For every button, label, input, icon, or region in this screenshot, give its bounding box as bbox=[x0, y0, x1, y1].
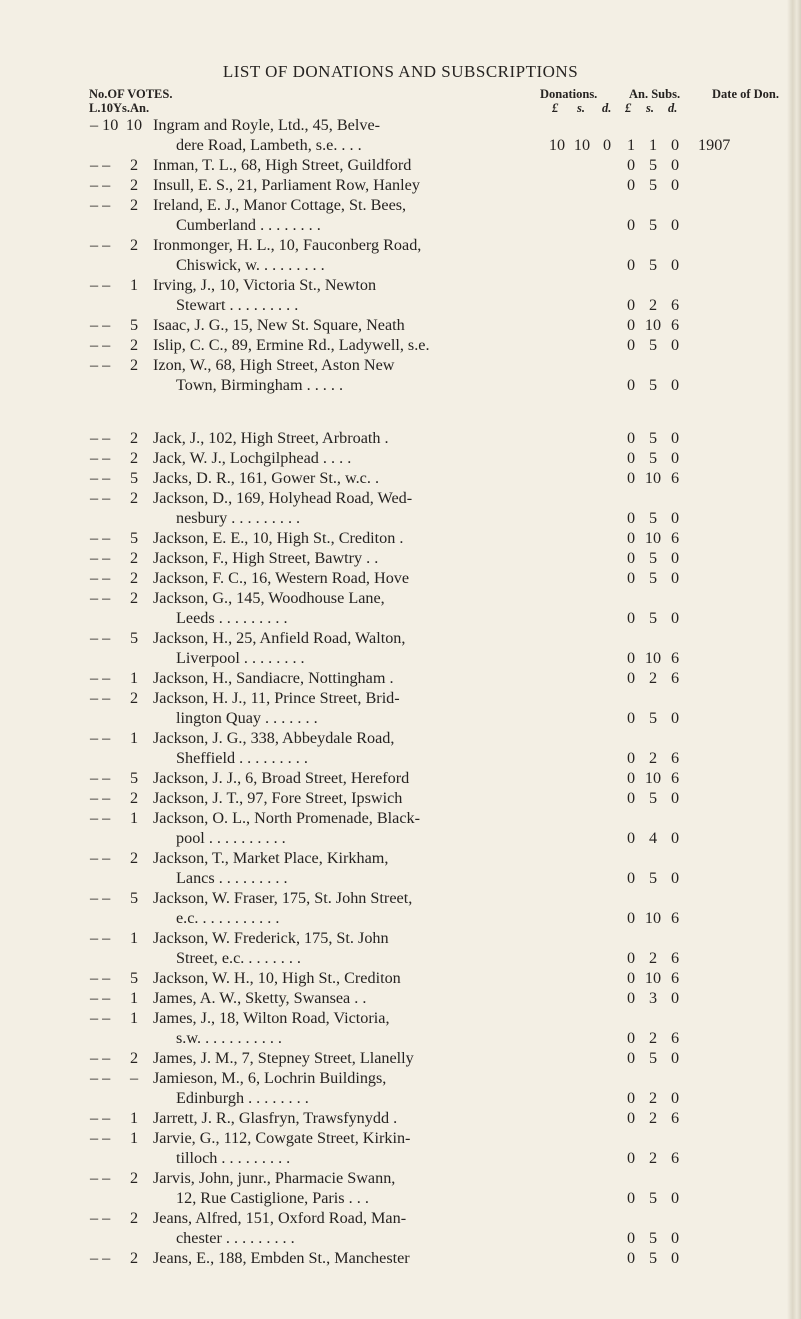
donor-name: Jacks, D. R., 161, Gower St., w.c. . bbox=[153, 469, 379, 487]
subscription-pounds: 0 bbox=[626, 429, 636, 447]
subscription-pounds: 0 bbox=[626, 1089, 636, 1107]
life-votes: – – bbox=[90, 789, 111, 807]
vote-count: 1 bbox=[129, 1129, 139, 1147]
donor-address-continued: chester . . . . . . . . . bbox=[176, 1229, 295, 1247]
subscription-shillings: 5 bbox=[648, 1189, 658, 1207]
subscription-shillings: 5 bbox=[648, 1049, 658, 1067]
list-item bbox=[0, 569, 801, 589]
subscription-pounds: 0 bbox=[626, 316, 636, 334]
life-votes: – – bbox=[90, 809, 111, 827]
life-votes: – – bbox=[90, 1249, 111, 1267]
subscription-pence: 0 bbox=[670, 176, 680, 194]
subscription-pence: 0 bbox=[670, 429, 680, 447]
list-item bbox=[0, 489, 801, 529]
life-votes: – – bbox=[90, 1169, 111, 1187]
subscription-pence: 0 bbox=[670, 216, 680, 234]
subscription-pounds: 0 bbox=[626, 669, 636, 687]
subscription-shillings: 5 bbox=[648, 1229, 658, 1247]
donation-list bbox=[0, 116, 801, 1269]
donor-name: Jackson, F. C., 16, Western Road, Hove bbox=[153, 569, 410, 587]
unit-shillings: s. bbox=[646, 101, 654, 115]
life-votes: – – bbox=[90, 356, 111, 374]
subscription-pence: 6 bbox=[670, 1109, 680, 1127]
life-votes: – – bbox=[90, 176, 111, 194]
donor-name: Jeans, E., 188, Embden St., Manchester bbox=[153, 1249, 410, 1267]
vote-count: 2 bbox=[129, 156, 139, 174]
vote-count: 1 bbox=[129, 276, 139, 294]
vote-count: 2 bbox=[129, 356, 139, 374]
subscription-pence: 6 bbox=[670, 296, 680, 314]
vote-count: 2 bbox=[129, 449, 139, 467]
donor-address-continued: Edinburgh . . . . . . . . bbox=[176, 1089, 309, 1107]
subscription-shillings: 10 bbox=[644, 769, 662, 787]
subscription-shillings: 2 bbox=[648, 669, 658, 687]
subscription-pence: 0 bbox=[670, 829, 680, 847]
life-votes: – – bbox=[90, 1009, 111, 1027]
list-item bbox=[0, 1009, 801, 1049]
vote-count: 5 bbox=[129, 889, 139, 907]
list-item bbox=[0, 689, 801, 729]
list-item bbox=[0, 1169, 801, 1209]
donor-address-continued: Sheffield . . . . . . . . . bbox=[176, 749, 308, 767]
life-votes: – – bbox=[90, 1109, 111, 1127]
subscription-shillings: 5 bbox=[648, 449, 658, 467]
list-item bbox=[0, 589, 801, 629]
subscription-pounds: 0 bbox=[626, 376, 636, 394]
list-item bbox=[0, 336, 801, 356]
subscription-pounds: 0 bbox=[626, 1109, 636, 1127]
donor-name: Jackson, H. J., 11, Prince Street, Brid- bbox=[153, 689, 400, 707]
donor-name: Jamieson, M., 6, Lochrin Buildings, bbox=[153, 1069, 387, 1087]
vote-count: 2 bbox=[129, 336, 139, 354]
subscription-shillings: 5 bbox=[648, 216, 658, 234]
donation-pounds: 10 bbox=[548, 136, 566, 154]
vote-count: – bbox=[129, 1069, 139, 1087]
subscription-pence: 0 bbox=[670, 1229, 680, 1247]
list-item bbox=[0, 276, 801, 316]
donor-name: Jackson, H., 25, Anfield Road, Walton, bbox=[153, 629, 406, 647]
header-donations: Donations. bbox=[540, 87, 598, 101]
life-votes: – 10 bbox=[90, 116, 119, 134]
donation-shillings: 10 bbox=[573, 136, 591, 154]
list-item bbox=[0, 669, 801, 689]
donor-name: James, A. W., Sketty, Swansea . . bbox=[153, 989, 367, 1007]
donor-name: Jackson, W. Frederick, 175, St. John bbox=[153, 929, 389, 947]
subscription-pence: 0 bbox=[670, 256, 680, 274]
donor-name: Jackson, W. H., 10, High St., Crediton bbox=[153, 969, 401, 987]
life-votes: – – bbox=[90, 1209, 111, 1227]
donor-address-continued: Town, Birmingham . . . . . bbox=[176, 376, 344, 394]
subscription-pence: 0 bbox=[670, 1089, 680, 1107]
subscription-shillings: 2 bbox=[648, 749, 658, 767]
subscription-shillings: 5 bbox=[648, 156, 658, 174]
list-item bbox=[0, 849, 801, 889]
list-item bbox=[0, 989, 801, 1009]
life-votes: – – bbox=[90, 316, 111, 334]
donor-address-continued: Leeds . . . . . . . . . bbox=[176, 609, 288, 627]
subscription-pounds: 0 bbox=[626, 216, 636, 234]
donor-name: Jeans, Alfred, 151, Oxford Road, Man- bbox=[153, 1209, 407, 1227]
subscription-pence: 0 bbox=[670, 156, 680, 174]
subscription-shillings: 10 bbox=[644, 969, 662, 987]
donor-address-continued: Cumberland . . . . . . . . bbox=[176, 216, 321, 234]
subscription-pounds: 0 bbox=[626, 509, 636, 527]
subscription-pence: 6 bbox=[670, 469, 680, 487]
vote-count: 2 bbox=[129, 689, 139, 707]
donor-name: James, J. M., 7, Stepney Street, Llanelly bbox=[153, 1049, 414, 1067]
donor-name: Jarvis, John, junr., Pharmacie Swann, bbox=[153, 1169, 396, 1187]
subscription-pence: 6 bbox=[670, 749, 680, 767]
life-votes: – – bbox=[90, 236, 111, 254]
donor-name: Ingram and Royle, Ltd., 45, Belve- bbox=[153, 116, 381, 134]
donor-name: Jackson, F., High Street, Bawtry . . bbox=[153, 549, 379, 567]
vote-count: 5 bbox=[129, 969, 139, 987]
donor-address-continued: e.c. . . . . . . . . . . bbox=[176, 909, 280, 927]
life-votes: – – bbox=[90, 449, 111, 467]
life-votes: – – bbox=[90, 1129, 111, 1147]
donor-name: Inman, T. L., 68, High Street, Guildford bbox=[153, 156, 412, 174]
donor-name: Jarvie, G., 112, Cowgate Street, Kirkin- bbox=[153, 1129, 411, 1147]
subscription-pounds: 0 bbox=[626, 1049, 636, 1067]
subscription-pence: 0 bbox=[670, 549, 680, 567]
subscription-shillings: 2 bbox=[648, 1109, 658, 1127]
donor-name: Jackson, E. E., 10, High St., Crediton . bbox=[153, 529, 404, 547]
donor-address-continued: pool . . . . . . . . . . bbox=[176, 829, 286, 847]
donor-name: Jackson, G., 145, Woodhouse Lane, bbox=[153, 589, 385, 607]
subscription-pounds: 0 bbox=[626, 1229, 636, 1247]
list-item bbox=[0, 629, 801, 669]
donor-name: James, J., 18, Wilton Road, Victoria, bbox=[153, 1009, 390, 1027]
subscription-shillings: 2 bbox=[648, 1149, 658, 1167]
donor-address-continued: Stewart . . . . . . . . . bbox=[176, 296, 299, 314]
subscription-pounds: 0 bbox=[626, 1189, 636, 1207]
donor-address-continued: dere Road, Lambeth, s.e. . . . bbox=[176, 136, 362, 154]
life-votes: – – bbox=[90, 989, 111, 1007]
donor-name: Jackson, J. T., 97, Fore Street, Ipswich bbox=[153, 789, 403, 807]
donor-name: Jackson, H., Sandiacre, Nottingham . bbox=[153, 669, 394, 687]
unit-pence: d. bbox=[602, 101, 612, 115]
subscription-pence: 6 bbox=[670, 649, 680, 667]
list-item bbox=[0, 969, 801, 989]
life-votes: – – bbox=[90, 929, 111, 947]
subscription-shillings: 10 bbox=[644, 469, 662, 487]
donor-name: Jack, J., 102, High Street, Arbroath . bbox=[153, 429, 389, 447]
vote-count: 2 bbox=[129, 1169, 139, 1187]
subscription-pence: 0 bbox=[670, 1189, 680, 1207]
vote-count: 2 bbox=[129, 549, 139, 567]
subscription-pounds: 0 bbox=[626, 569, 636, 587]
vote-count: 2 bbox=[129, 176, 139, 194]
vote-count: 2 bbox=[129, 236, 139, 254]
life-votes: – – bbox=[90, 469, 111, 487]
subscription-pence: 0 bbox=[670, 569, 680, 587]
subscription-shillings: 5 bbox=[648, 429, 658, 447]
donation-pence: 0 bbox=[602, 136, 612, 154]
subscription-shillings: 5 bbox=[648, 789, 658, 807]
vote-count: 2 bbox=[129, 196, 139, 214]
vote-count: 5 bbox=[129, 629, 139, 647]
donor-name: Jackson, D., 169, Holyhead Road, Wed- bbox=[153, 489, 413, 507]
subscription-pence: 0 bbox=[670, 869, 680, 887]
donor-name: Jackson, T., Market Place, Kirkham, bbox=[153, 849, 389, 867]
header-life-votes: L.10Ys.An. bbox=[89, 101, 150, 115]
subscription-pounds: 0 bbox=[626, 969, 636, 987]
subscription-pounds: 0 bbox=[626, 469, 636, 487]
life-votes: – – bbox=[90, 969, 111, 987]
life-votes: – – bbox=[90, 889, 111, 907]
subscription-pence: 6 bbox=[670, 1029, 680, 1047]
life-votes: – – bbox=[90, 569, 111, 587]
list-item bbox=[0, 1049, 801, 1069]
subscription-pence: 0 bbox=[670, 989, 680, 1007]
subscription-shillings: 10 bbox=[644, 909, 662, 927]
subscription-pounds: 0 bbox=[626, 549, 636, 567]
list-item bbox=[0, 729, 801, 769]
donor-name: Ireland, E. J., Manor Cottage, St. Bees, bbox=[153, 196, 407, 214]
subscription-pounds: 0 bbox=[626, 1249, 636, 1267]
life-votes: – – bbox=[90, 276, 111, 294]
donor-name: Jackson, J. J., 6, Broad Street, Hereford bbox=[153, 769, 410, 787]
subscription-pence: 0 bbox=[670, 509, 680, 527]
life-votes: – – bbox=[90, 589, 111, 607]
subscription-shillings: 5 bbox=[648, 609, 658, 627]
subscription-pence: 0 bbox=[670, 376, 680, 394]
list-item bbox=[0, 469, 801, 489]
donor-name: Jackson, O. L., North Promenade, Black- bbox=[153, 809, 421, 827]
subscription-pence: 6 bbox=[670, 969, 680, 987]
life-votes: – – bbox=[90, 629, 111, 647]
subscription-pence: 0 bbox=[670, 1249, 680, 1267]
subscription-pounds: 0 bbox=[626, 1029, 636, 1047]
vote-count: 2 bbox=[129, 589, 139, 607]
subscription-shillings: 5 bbox=[648, 509, 658, 527]
donor-address-continued: Lancs . . . . . . . . . bbox=[176, 869, 288, 887]
donor-name: Jarrett, J. R., Glasfryn, Trawsfynydd . bbox=[153, 1109, 398, 1127]
life-votes: – – bbox=[90, 156, 111, 174]
donor-name: Isaac, J. G., 15, New St. Square, Neath bbox=[153, 316, 405, 334]
subscription-pence: 0 bbox=[670, 336, 680, 354]
subscription-pounds: 0 bbox=[626, 909, 636, 927]
subscription-pounds: 0 bbox=[626, 156, 636, 174]
subscription-shillings: 5 bbox=[648, 176, 658, 194]
subscription-pounds: 0 bbox=[626, 829, 636, 847]
subscription-pounds: 0 bbox=[626, 769, 636, 787]
running-head: LIST OF DONATIONS AND SUBSCRIPTIONS bbox=[222, 62, 579, 81]
subscription-pounds: 0 bbox=[626, 296, 636, 314]
subscription-shillings: 2 bbox=[648, 296, 658, 314]
subscription-pence: 0 bbox=[670, 1049, 680, 1067]
vote-count: 10 bbox=[125, 116, 143, 134]
subscription-pence: 6 bbox=[670, 669, 680, 687]
life-votes: – – bbox=[90, 549, 111, 567]
subscription-shillings: 5 bbox=[648, 569, 658, 587]
subscription-shillings: 10 bbox=[644, 529, 662, 547]
subscription-shillings: 5 bbox=[648, 549, 658, 567]
vote-count: 2 bbox=[129, 789, 139, 807]
life-votes: – – bbox=[90, 429, 111, 447]
donor-name: Ironmonger, H. L., 10, Fauconberg Road, bbox=[153, 236, 422, 254]
subscription-pounds: 0 bbox=[626, 1149, 636, 1167]
donor-address-continued: lington Quay . . . . . . . bbox=[176, 709, 318, 727]
list-item bbox=[0, 1249, 801, 1269]
vote-count: 5 bbox=[129, 769, 139, 787]
donor-name: Jackson, J. G., 338, Abbeydale Road, bbox=[153, 729, 395, 747]
list-item bbox=[0, 356, 801, 396]
life-votes: – – bbox=[90, 196, 111, 214]
vote-count: 1 bbox=[129, 1009, 139, 1027]
subscription-shillings: 2 bbox=[648, 949, 658, 967]
list-item bbox=[0, 156, 801, 176]
header-votes: No.OF VOTES. bbox=[89, 87, 173, 101]
list-item bbox=[0, 1109, 801, 1129]
list-item bbox=[0, 196, 801, 236]
subscription-pence: 6 bbox=[670, 529, 680, 547]
unit-shillings: s. bbox=[577, 101, 585, 115]
subscription-shillings: 2 bbox=[648, 1089, 658, 1107]
subscription-pence: 0 bbox=[670, 136, 680, 154]
vote-count: 2 bbox=[129, 1209, 139, 1227]
list-item bbox=[0, 316, 801, 336]
life-votes: – – bbox=[90, 689, 111, 707]
vote-count: 2 bbox=[129, 849, 139, 867]
header-date: Date of Don. bbox=[712, 87, 780, 101]
subscription-pounds: 0 bbox=[626, 256, 636, 274]
subscription-pence: 6 bbox=[670, 769, 680, 787]
unit-pounds: £ bbox=[625, 101, 632, 115]
unit-pounds: £ bbox=[552, 101, 559, 115]
donation-date: 1907 bbox=[698, 136, 731, 154]
subscription-pence: 6 bbox=[670, 1149, 680, 1167]
life-votes: – – bbox=[90, 1049, 111, 1067]
life-votes: – – bbox=[90, 669, 111, 687]
list-item bbox=[0, 809, 801, 849]
donor-name: Izon, W., 68, High Street, Aston New bbox=[153, 356, 395, 374]
subscription-shillings: 2 bbox=[648, 1029, 658, 1047]
list-item bbox=[0, 116, 801, 156]
vote-count: 5 bbox=[129, 316, 139, 334]
subscription-shillings: 5 bbox=[648, 709, 658, 727]
vote-count: 2 bbox=[129, 1049, 139, 1067]
list-item bbox=[0, 929, 801, 969]
subscription-pence: 6 bbox=[670, 316, 680, 334]
list-item bbox=[0, 889, 801, 929]
list-item bbox=[0, 549, 801, 569]
subscription-shillings: 5 bbox=[648, 869, 658, 887]
subscription-pounds: 0 bbox=[626, 709, 636, 727]
subscription-shillings: 3 bbox=[648, 989, 658, 1007]
list-item bbox=[0, 176, 801, 196]
vote-count: 1 bbox=[129, 1109, 139, 1127]
list-item bbox=[0, 769, 801, 789]
subscription-pence: 0 bbox=[670, 789, 680, 807]
vote-count: 1 bbox=[129, 669, 139, 687]
subscription-pence: 0 bbox=[670, 449, 680, 467]
donor-name: Islip, C. C., 89, Ermine Rd., Ladywell, s.e. bbox=[153, 336, 430, 354]
subscription-shillings: 4 bbox=[648, 829, 658, 847]
donor-address-continued: s.w. . . . . . . . . . . bbox=[176, 1029, 282, 1047]
vote-count: 1 bbox=[129, 989, 139, 1007]
subscription-shillings: 5 bbox=[648, 336, 658, 354]
subscription-pounds: 0 bbox=[626, 649, 636, 667]
life-votes: – – bbox=[90, 489, 111, 507]
list-item bbox=[0, 1129, 801, 1169]
list-item bbox=[0, 429, 801, 449]
life-votes: – – bbox=[90, 1069, 111, 1087]
list-item bbox=[0, 1069, 801, 1109]
vote-count: 2 bbox=[129, 429, 139, 447]
donor-name: Jackson, W. Fraser, 175, St. John Street, bbox=[153, 889, 413, 907]
donor-address-continued: Street, e.c. . . . . . . . bbox=[176, 949, 301, 967]
subscription-pounds: 0 bbox=[626, 176, 636, 194]
vote-count: 1 bbox=[129, 729, 139, 747]
subscription-pounds: 0 bbox=[626, 749, 636, 767]
vote-count: 2 bbox=[129, 569, 139, 587]
subscription-shillings: 5 bbox=[648, 376, 658, 394]
list-item bbox=[0, 1209, 801, 1249]
subscription-pounds: 0 bbox=[626, 949, 636, 967]
list-item bbox=[0, 789, 801, 809]
vote-count: 5 bbox=[129, 469, 139, 487]
subscription-shillings: 1 bbox=[648, 136, 658, 154]
donor-name: Jack, W. J., Lochgilphead . . . . bbox=[153, 449, 352, 467]
subscription-pounds: 0 bbox=[626, 869, 636, 887]
life-votes: – – bbox=[90, 849, 111, 867]
subscription-pounds: 0 bbox=[626, 609, 636, 627]
donor-address-continued: tilloch . . . . . . . . . bbox=[176, 1149, 291, 1167]
header-annual-subs: An. Subs. bbox=[629, 87, 681, 101]
subscription-shillings: 10 bbox=[644, 649, 662, 667]
list-item bbox=[0, 236, 801, 276]
vote-count: 5 bbox=[129, 529, 139, 547]
list-item bbox=[0, 449, 801, 469]
subscription-shillings: 10 bbox=[644, 316, 662, 334]
vote-count: 2 bbox=[129, 489, 139, 507]
subscription-shillings: 5 bbox=[648, 256, 658, 274]
subscription-pounds: 0 bbox=[626, 449, 636, 467]
subscription-pounds: 0 bbox=[626, 336, 636, 354]
life-votes: – – bbox=[90, 729, 111, 747]
donor-address-continued: Liverpool . . . . . . . . bbox=[176, 649, 305, 667]
life-votes: – – bbox=[90, 336, 111, 354]
vote-count: 1 bbox=[129, 809, 139, 827]
subscription-pounds: 0 bbox=[626, 529, 636, 547]
donor-name: Irving, J., 10, Victoria St., Newton bbox=[153, 276, 377, 294]
life-votes: – – bbox=[90, 529, 111, 547]
vote-count: 2 bbox=[129, 1249, 139, 1267]
donor-address-continued: 12, Rue Castiglione, Paris . . . bbox=[176, 1189, 369, 1207]
subscription-pence: 6 bbox=[670, 909, 680, 927]
subscription-pence: 6 bbox=[670, 949, 680, 967]
subscription-pounds: 0 bbox=[626, 989, 636, 1007]
vote-count: 1 bbox=[129, 929, 139, 947]
subscription-pounds: 0 bbox=[626, 789, 636, 807]
subscription-pence: 0 bbox=[670, 709, 680, 727]
subscription-pence: 0 bbox=[670, 609, 680, 627]
subscription-pounds: 1 bbox=[626, 136, 636, 154]
donor-address-continued: Chiswick, w. . . . . . . . . bbox=[176, 256, 325, 274]
subscription-shillings: 5 bbox=[648, 1249, 658, 1267]
donor-address-continued: nesbury . . . . . . . . . bbox=[176, 509, 301, 527]
donor-name: Insull, E. S., 21, Parliament Row, Hanley bbox=[153, 176, 420, 194]
unit-pence: d. bbox=[668, 101, 678, 115]
life-votes: – – bbox=[90, 769, 111, 787]
list-item bbox=[0, 529, 801, 549]
